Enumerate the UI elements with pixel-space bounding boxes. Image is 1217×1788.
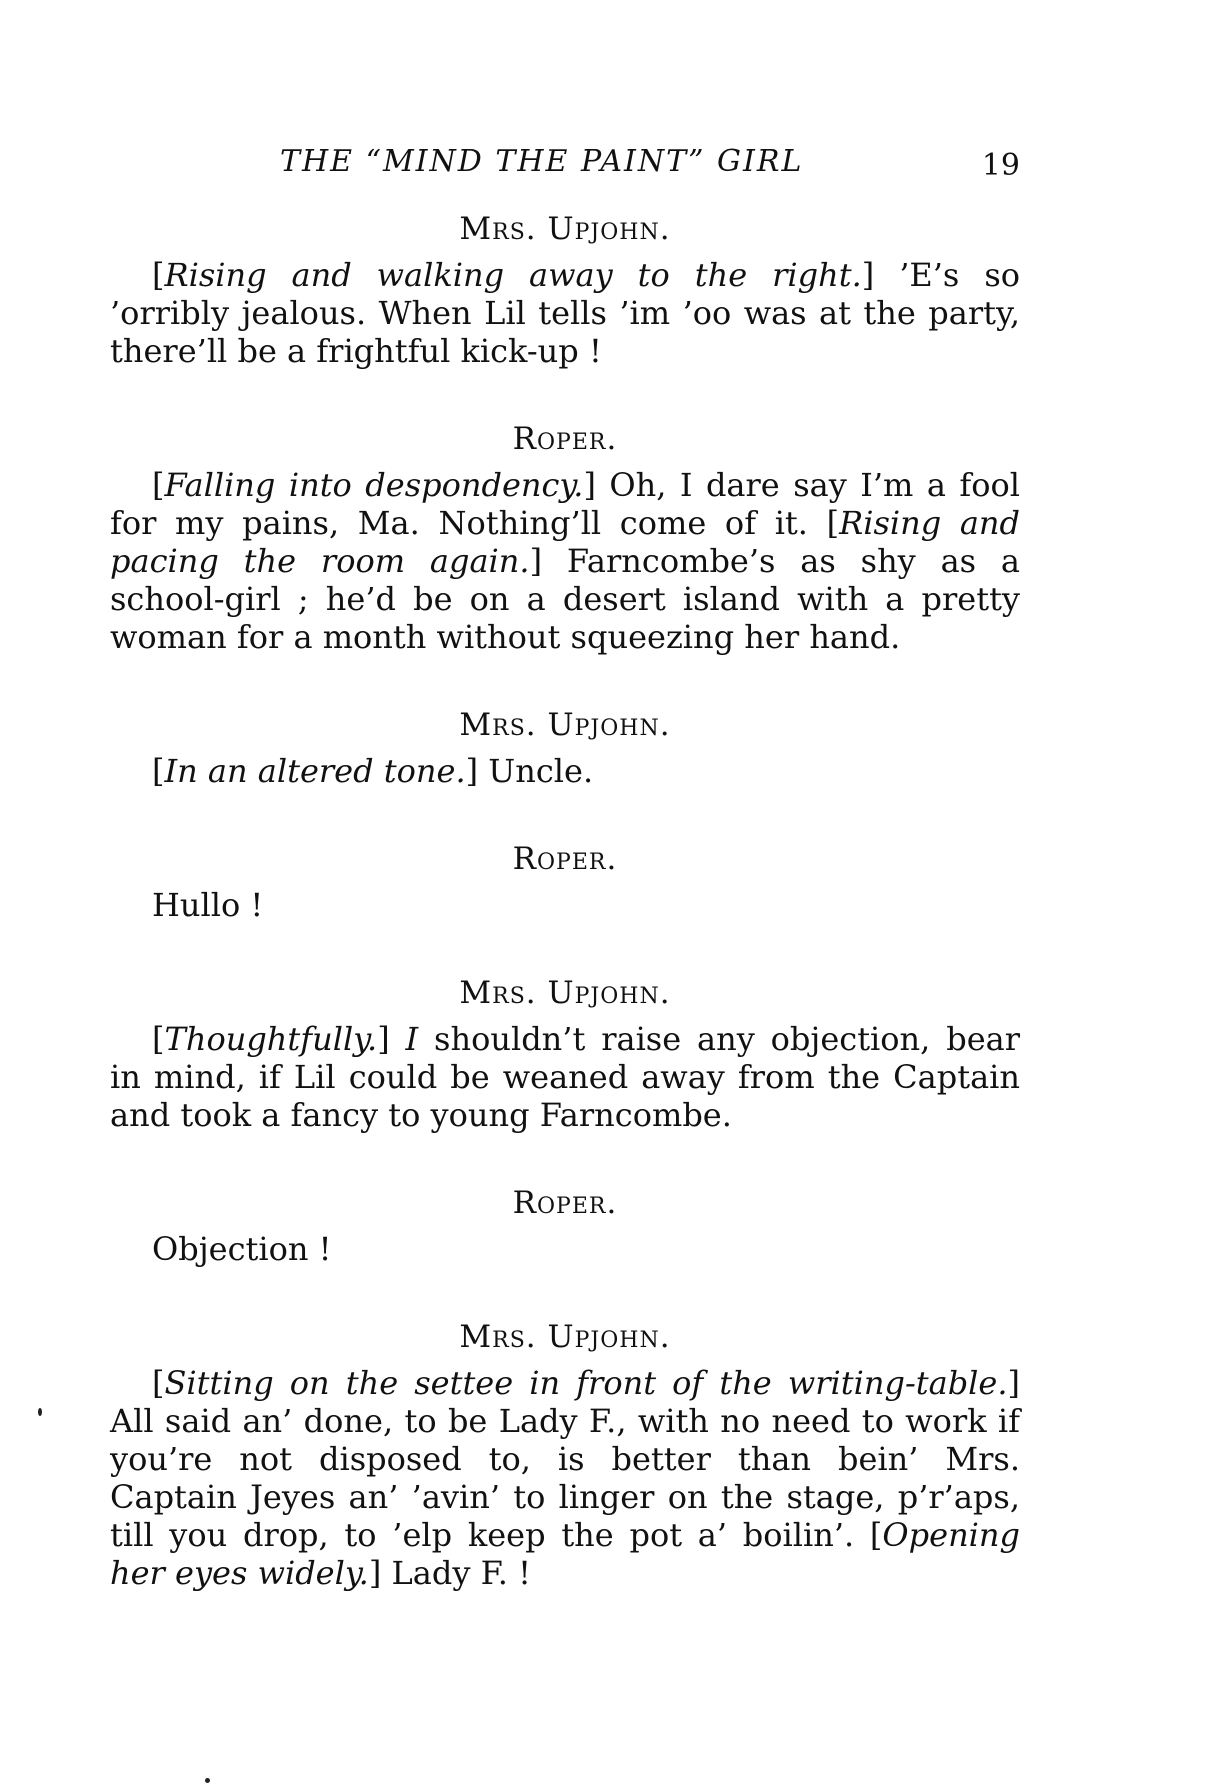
stage-direction: Falling into despondency. bbox=[164, 466, 584, 504]
speaker-heading: Roper. bbox=[512, 841, 618, 877]
stage-direction: In an altered tone. bbox=[164, 752, 466, 790]
speech-paragraph: [In an altered tone.] Uncle. bbox=[152, 752, 594, 790]
stage-direction: Opening her eyes widely. bbox=[110, 1516, 1020, 1592]
speaker-heading: Mrs. Upjohn. bbox=[459, 975, 671, 1011]
speech-text: Oh, I dare say I’m a fool for my pains, Ma. Nothing’ll come of it. bbox=[110, 466, 1021, 542]
page-header bbox=[110, 144, 1020, 184]
speech-text: Hullo ! bbox=[152, 886, 264, 924]
emphasis: I bbox=[405, 1020, 419, 1058]
page-number: 19 bbox=[981, 148, 1020, 183]
speech-paragraph bbox=[110, 886, 1020, 924]
stage-direction: Rising and walking away to the right. bbox=[164, 256, 862, 294]
speech-text: Lady F. ! bbox=[381, 1554, 531, 1592]
speech-text: Uncle. bbox=[478, 752, 594, 790]
speaker-heading: Mrs. Upjohn. bbox=[459, 1319, 671, 1355]
speaker-heading: Roper. bbox=[512, 1185, 618, 1221]
speaker-heading: Mrs. Upjohn. bbox=[459, 707, 671, 743]
speech-text: Farncombe’s as shy as a school-girl ; he’d be on a desert island with a pretty woman for a month without squeezing her hand. bbox=[110, 542, 1021, 656]
speech-paragraph bbox=[110, 1230, 1020, 1268]
speech-paragraph: [Thoughtfully.] I shouldn’t raise any objection, bear in mind, if Lil could be weaned away from the Captain and took a fancy to young Farncombe. bbox=[110, 1020, 1021, 1134]
ink-speck bbox=[38, 1408, 42, 1416]
speech-paragraph: [Rising and walking away to the right.] ’E’s so ’orribly jealous. When Lil tells ’im ’oo was at the party, there’ll be a frightful kick-up ! bbox=[110, 256, 1021, 370]
stage-direction: Rising and pacing the room again. bbox=[110, 504, 1021, 580]
ink-speck bbox=[205, 1778, 210, 1783]
speech-text: All said an’ done, to be Lady F., with no need to work if you’re not disposed to, is better than bein’ Mrs. Captain Jeyes an’ ’avin’ to linger on the stage, p’r’aps, till you drop, to ’elp keep the pot a’ boilin’. bbox=[110, 1402, 1020, 1554]
speech-text: shouldn’t raise any objection, bear in mind, if Lil could be weaned away from the Captain and took a fancy to young Farncombe. bbox=[110, 1020, 1021, 1134]
running-head: THE “MIND THE PAINT” GIRL bbox=[280, 144, 804, 179]
play-text bbox=[110, 210, 1020, 1642]
stage-direction: Sitting on the settee in front of the writing-table. bbox=[164, 1364, 1008, 1402]
speaker-heading: Mrs. Upjohn. bbox=[459, 211, 671, 247]
speech-text: ’E’s so ’orribly jealous. When Lil tells ’im ’oo was at the party, there’ll be a frightful kick-up ! bbox=[110, 256, 1021, 370]
speech-paragraph: [Sitting on the settee in front of the writing-table.] All said an’ done, to be Lady F., with no need to work if you’re not disposed to, is better than bein’ Mrs. Captain Jeyes an’ ’avin’ to linger on the stage, p’r’aps, till you drop, to ’elp keep the pot a’ boilin’. [Opening her eyes widely.] Lady F. ! bbox=[110, 1364, 1020, 1592]
speech-paragraph: [Falling into despondency.] Oh, I dare say I’m a fool for my pains, Ma. Nothing’ll come of it. [Rising and pacing the room again.] Farncombe’s as shy as a school-girl ; he’d be on a desert island with a pretty woman for a month without squeezing her hand. bbox=[110, 466, 1021, 656]
speaker-heading: Roper. bbox=[512, 421, 618, 457]
speech-text: Objection ! bbox=[152, 1230, 332, 1268]
stage-direction: Thoughtfully. bbox=[164, 1020, 378, 1058]
